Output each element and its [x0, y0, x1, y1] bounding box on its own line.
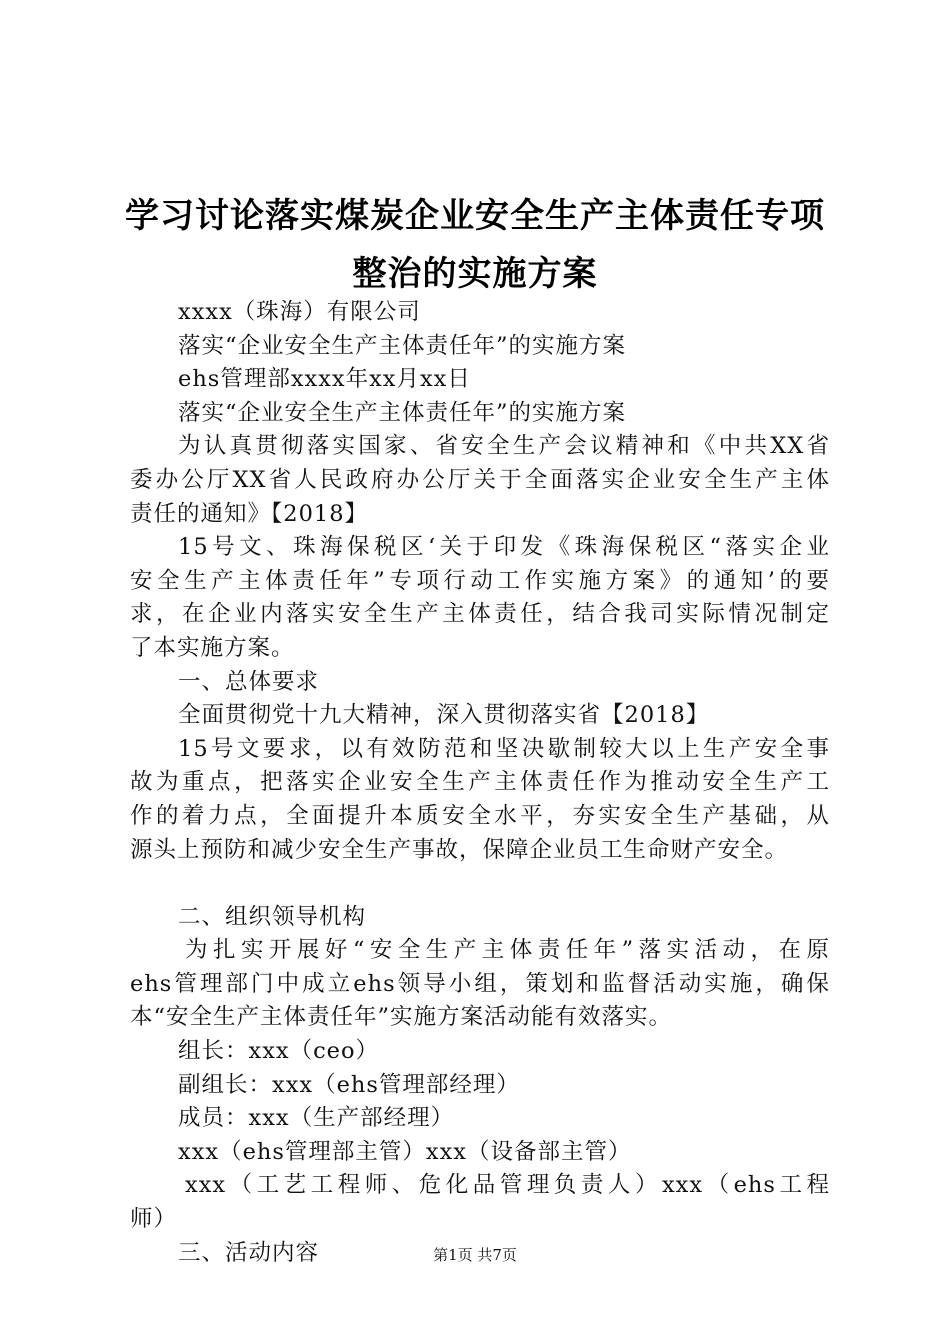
paragraph-line: 源头上预防和减少安全生产事故，保障企业员工生命财产安全。	[130, 836, 789, 863]
paragraph-line: 了本实施方案。	[130, 634, 295, 661]
paragraph-line: 安全生产主体责任年”专项行动工作实施方案》的通知’的要	[130, 567, 830, 594]
paragraph-line: 本“安全生产主体责任年”实施方案活动能有效落实。	[130, 1004, 673, 1031]
paragraph-line: 求，在企业内落实安全生产主体责任，结合我司实际情况制定	[130, 601, 830, 628]
paragraph-line: 全面贯彻党十九大精神，深入贯彻落实省【2018】	[178, 702, 710, 729]
document-title-line-2: 整治的实施方案	[352, 254, 598, 294]
paragraph-line: 15号文、珠海保税区‘关于印发《珠海保税区“落实企业	[178, 534, 830, 561]
member-line: 师）	[130, 1206, 178, 1233]
member-line: 副组长：xxx（ehs管理部经理）	[178, 1071, 520, 1098]
member-line: 成员：xxx（生产部经理）	[178, 1105, 455, 1132]
document-title-line-1: 学习讨论落实煤炭企业安全生产主体责任专项	[125, 196, 825, 236]
document-body	[130, 296, 830, 1270]
member-line: xxx（ehs管理部主管）xxx（设备部主管）	[178, 1138, 632, 1165]
section-heading: 二、组织领导机构	[178, 903, 367, 930]
plan-heading-repeat: 落实“企业安全生产主体责任年”的实施方案	[178, 399, 627, 426]
issuer-date: ehs管理部xxxx年xx月xx日	[178, 366, 471, 393]
blank-line	[130, 867, 830, 901]
paragraph-line: 为认真贯彻落实国家、省安全生产会议精神和《中共XX省	[178, 433, 830, 460]
section-heading: 一、总体要求	[178, 668, 320, 695]
paragraph-line: 故为重点，把落实企业安全生产主体责任作为推动安全生产工	[130, 769, 830, 796]
section-heading: 三、活动内容	[178, 1239, 320, 1266]
plan-heading: 落实“企业安全生产主体责任年”的实施方案	[178, 332, 627, 359]
page-number-footer: 第1页 共7页	[433, 1246, 517, 1264]
company-name: xxxx（珠海）有限公司	[178, 299, 421, 325]
paragraph-line: 作的着力点，全面提升本质安全水平，夯实安全生产基础，从	[130, 802, 830, 829]
paragraph-line: 15号文要求，以有效防范和坚决歇制较大以上生产安全事	[178, 735, 830, 762]
paragraph-line: 为扎实开展好“安全生产主体责任年”落实活动，在原	[185, 937, 830, 964]
paragraph-line: ehs管理部门中成立ehs领导小组，策划和监督活动实施，确保	[130, 970, 830, 997]
member-line: xxx（工艺工程师、危化品管理负责人）xxx（ehs工程	[185, 1172, 830, 1199]
paragraph-line: 委办公厅XX省人民政府办公厅关于全面落实企业安全生产主体	[130, 466, 830, 493]
member-line: 组长：xxx（ceo）	[178, 1038, 380, 1065]
paragraph-line: 责任的通知》【2018】	[130, 500, 369, 527]
